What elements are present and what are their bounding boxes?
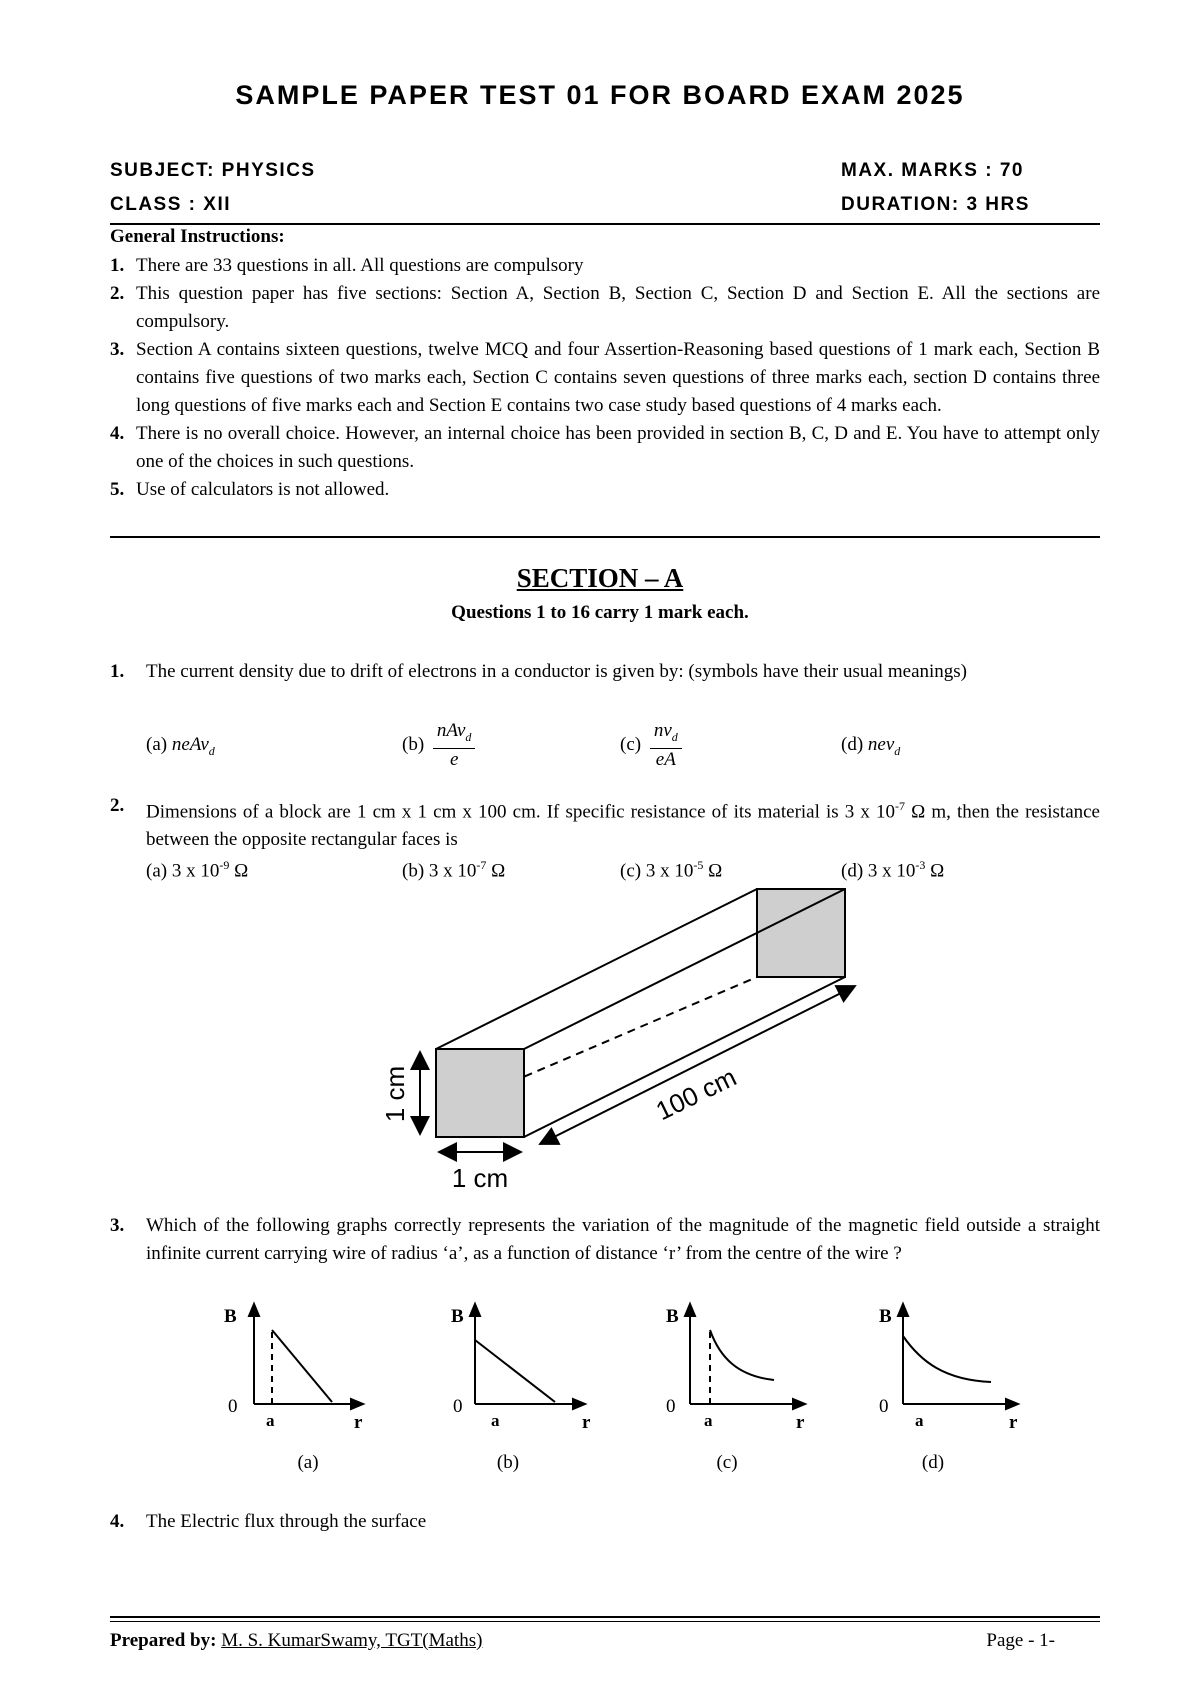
instruction-text: This question paper has five sections: Section A, Section B, Section C, Section D and Section E. All the sections are compulsory. [136,283,1100,332]
x-label: r [796,1412,805,1433]
section-title: SECTION – A [516,563,684,593]
block-diagram [360,880,880,1200]
exponent: -3 [915,858,926,872]
option-subscript: d [208,743,215,758]
instruction-item [110,336,1100,420]
graph-b [447,1300,597,1440]
question-number: 2. [110,795,125,816]
a-label: a [915,1411,924,1430]
max-marks-label: MAX. MARKS : 70 [841,160,1024,181]
option-label: (a) [146,734,168,755]
option-label: (a) 3 x 10 [146,860,220,882]
section-subtitle: Questions 1 to 16 carry 1 mark each. [451,602,749,623]
y-label: B [451,1306,464,1327]
numerator-subscript: d [465,729,472,744]
origin-label: 0 [879,1396,889,1417]
a-label: a [704,1411,713,1430]
option-expression: nev [867,734,895,755]
option-subscript: d [894,743,901,758]
graph-caption: (a) [297,1452,319,1473]
exponent: -5 [693,858,704,872]
x-axis-arrow-icon [573,1399,585,1409]
paper-title: SAMPLE PAPER TEST 01 FOR BOARD EXAM 2025 [235,80,965,110]
y-axis-arrow-icon [470,1304,480,1316]
graph-caption: (b) [496,1452,520,1473]
option-a [146,853,248,883]
duration-label: DURATION: 3 HRS [841,194,1030,215]
option-label: (d) 3 x 10 [841,860,916,882]
instruction-number: 5. [110,479,125,500]
back-face [757,889,845,977]
option-unit: Ω [229,860,249,882]
question-3 [110,1212,1100,1268]
instruction-item [110,476,1100,504]
fraction [433,720,476,771]
option-unit: Ω [703,860,723,882]
instructions-list [110,252,1100,504]
page-number: Page - 1- [986,1630,1055,1651]
numerator-text: nAv [436,720,466,741]
exponent: -9 [219,858,230,872]
question-text: The current density due to drift of electrons in a conductor is given by: (symbols have their usual meanings) [146,661,968,682]
author-name: M. S. KumarSwamy, TGT(Maths) [221,1630,483,1651]
question-text [110,792,1100,854]
question-number: 4. [110,1511,125,1532]
numerator [433,720,476,749]
option-d [841,853,944,883]
question-1 [110,658,1100,686]
question-text-part: Dimensions of a block are 1 cm x 1 cm x 100 cm. If specific resistance of its material is 3 x 10 [146,801,895,823]
instruction-number: 1. [110,255,125,276]
graph-caption: (d) [921,1452,945,1473]
instructions-rule [110,536,1100,538]
class-label: CLASS : XII [110,194,232,215]
option-unit: Ω [486,860,506,882]
option-c [620,720,682,771]
question-text-part: Ω m, then the resistance between the opposite rectangular faces is [146,801,1100,851]
instructions-heading: General Instructions: [110,226,285,247]
instruction-text: Use of calculators is not allowed. [136,479,390,500]
question-text: The Electric flux through the surface [146,1511,427,1532]
graph-c [662,1300,812,1440]
x-axis-arrow-icon [1006,1399,1018,1409]
graph-d [875,1300,1025,1440]
numerator [650,720,682,749]
a-label: a [266,1411,275,1430]
denominator: eA [655,748,676,770]
field-curve [272,1330,332,1402]
numerator-text: nv [653,720,672,741]
instruction-text: Section A contains sixteen questions, twelve MCQ and four Assertion-Reasoning based questions of 1 mark each, Section B contains five questions of two marks each, Section C contains seven questions of three marks each, section D contains three long questions of five marks each and Section E contains two case study based questions of 4 marks each. [136,339,1100,416]
question-text: Which of the following graphs correctly represents the variation of the magnitude of the magnetic field outside a straight infinite current carrying wire of radius ‘a’, as a function of distance ‘r’ from the centre of the wire ? [146,1215,1100,1264]
width-label: 1 cm [451,1163,509,1193]
height-label: 1 cm [380,1065,410,1123]
x-axis-arrow-icon [793,1399,805,1409]
footer-author [110,1630,482,1652]
y-label: B [666,1306,679,1327]
instruction-item [110,420,1100,476]
x-axis-arrow-icon [351,1399,363,1409]
instruction-item [110,252,1100,280]
option-expression: neAv [171,734,209,755]
option-label: (c) 3 x 10 [620,860,694,882]
instruction-number: 4. [110,423,125,444]
front-face [436,1049,524,1137]
instruction-number: 2. [110,283,125,304]
origin-label: 0 [228,1396,238,1417]
option-label: (d) [841,734,864,755]
x-label: r [354,1412,363,1433]
footer-rule [110,1621,1100,1622]
y-label: B [224,1306,237,1327]
question-4 [110,1508,1100,1536]
option-d [841,733,900,763]
field-curve [475,1340,555,1402]
instruction-text: There are 33 questions in all. All questions are compulsory [136,255,584,276]
exponent: -7 [476,858,487,872]
prepared-label: Prepared by: [110,1630,217,1651]
y-axis-arrow-icon [249,1304,259,1316]
fraction [650,720,682,771]
question-number: 1. [110,661,125,682]
numerator-subscript: d [671,729,678,744]
field-curve [710,1330,774,1380]
top-edge [436,889,757,1049]
y-label: B [879,1306,892,1327]
instruction-number: 3. [110,339,125,360]
option-unit: Ω [925,860,945,882]
header-rule [110,223,1100,225]
option-b [402,720,475,771]
option-a [146,733,215,763]
x-label: r [582,1412,591,1433]
y-axis-arrow-icon [898,1304,908,1316]
length-label: 100 cm [651,1061,741,1127]
option-b [402,853,505,883]
question-2 [110,792,1100,854]
instruction-text: There is no overall choice. However, an internal choice has been provided in section B, C, D and E. You have to attempt only one of the choices in such questions. [136,423,1100,472]
origin-label: 0 [666,1396,676,1417]
option-label: (b) [402,733,425,755]
instruction-item [110,280,1100,336]
subject-label: SUBJECT: PHYSICS [110,160,316,181]
x-label: r [1009,1412,1018,1433]
a-label: a [491,1411,500,1430]
option-label: (c) [620,733,642,755]
question-number: 3. [110,1215,125,1236]
footer-rule [110,1616,1100,1618]
exponent: -7 [894,799,905,813]
origin-label: 0 [453,1396,463,1417]
field-curve [903,1336,991,1382]
length-arrow [540,986,855,1144]
option-label: (b) 3 x 10 [402,860,477,882]
graph-caption: (c) [716,1452,738,1473]
graph-a [220,1300,370,1440]
option-c [620,853,722,883]
denominator: e [449,748,459,770]
y-axis-arrow-icon [685,1304,695,1316]
